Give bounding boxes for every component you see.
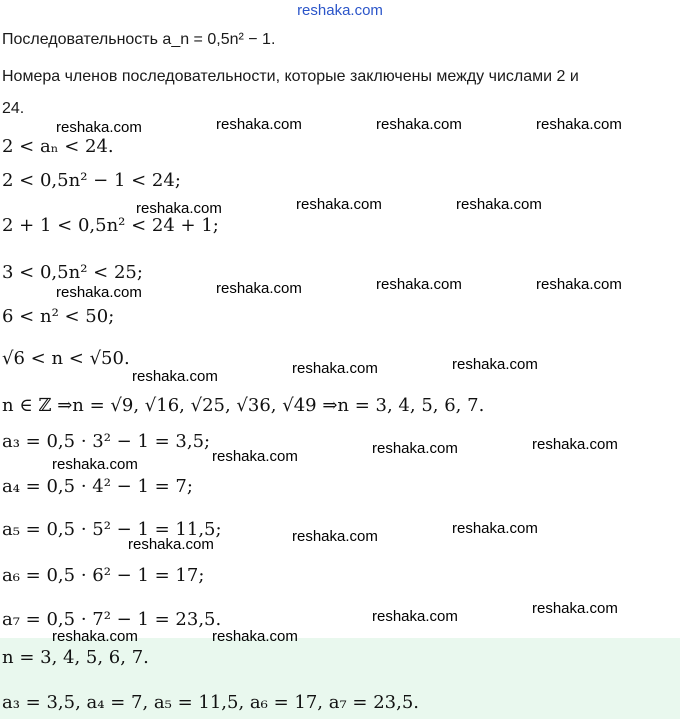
watermark: reshaka.com: [212, 448, 298, 465]
watermark: reshaka.com: [452, 356, 538, 373]
math-line-6: √6 < n < √50.: [2, 348, 130, 369]
math-line-1: 2 < aₙ < 24.: [2, 136, 114, 157]
answer-box: [0, 638, 680, 719]
watermark: reshaka.com: [292, 360, 378, 377]
math-line-2: 2 < 0,5n² − 1 < 24;: [2, 170, 181, 191]
answer-line-1: n = 3, 4, 5, 6, 7.: [2, 647, 149, 668]
site-header[interactable]: reshaka.com: [297, 2, 383, 19]
watermark: reshaka.com: [536, 116, 622, 133]
watermark: reshaka.com: [372, 608, 458, 625]
math-line-12: a₇ = 0,5 · 7² − 1 = 23,5.: [2, 609, 222, 630]
problem-sequence-text: Последовательность a_n = 0,5n² − 1.: [2, 31, 276, 48]
math-line-10: a₅ = 0,5 · 5² − 1 = 11,5;: [2, 519, 222, 540]
math-line-9: a₄ = 0,5 · 4² − 1 = 7;: [2, 476, 193, 497]
watermark: reshaka.com: [536, 276, 622, 293]
watermark: reshaka.com: [292, 528, 378, 545]
math-line-8: a₃ = 0,5 · 3² − 1 = 3,5;: [2, 431, 211, 452]
math-line-3: 2 + 1 < 0,5n² < 24 + 1;: [2, 215, 219, 236]
watermark: reshaka.com: [532, 436, 618, 453]
watermark: reshaka.com: [136, 200, 222, 217]
watermark: reshaka.com: [452, 520, 538, 537]
watermark: reshaka.com: [56, 119, 142, 136]
watermark: reshaka.com: [216, 280, 302, 297]
watermark: reshaka.com: [532, 600, 618, 617]
watermark: reshaka.com: [212, 628, 298, 645]
math-line-5: 6 < n² < 50;: [2, 306, 115, 327]
watermark: reshaka.com: [376, 276, 462, 293]
answer-line-2: a₃ = 3,5, a₄ = 7, a₅ = 11,5, a₆ = 17, a₇ = 23,5.: [2, 692, 419, 713]
watermark: reshaka.com: [52, 628, 138, 645]
watermark: reshaka.com: [52, 456, 138, 473]
watermark: reshaka.com: [132, 368, 218, 385]
problem-question-text-cont: 24.: [2, 100, 25, 117]
math-line-7: n ∈ ℤ ⇒n = √9, √16, √25, √36, √49 ⇒n = 3, 4, 5, 6, 7.: [2, 395, 485, 416]
watermark: reshaka.com: [128, 536, 214, 553]
watermark: reshaka.com: [216, 116, 302, 133]
watermark: reshaka.com: [296, 196, 382, 213]
watermark: reshaka.com: [376, 116, 462, 133]
watermark: reshaka.com: [456, 196, 542, 213]
problem-question-text: Номера членов последовательности, которые заключены между числами 2 и: [2, 68, 579, 85]
watermark: reshaka.com: [372, 440, 458, 457]
math-line-4: 3 < 0,5n² < 25;: [2, 262, 143, 283]
watermark: reshaka.com: [56, 284, 142, 301]
math-line-11: a₆ = 0,5 · 6² − 1 = 17;: [2, 565, 205, 586]
